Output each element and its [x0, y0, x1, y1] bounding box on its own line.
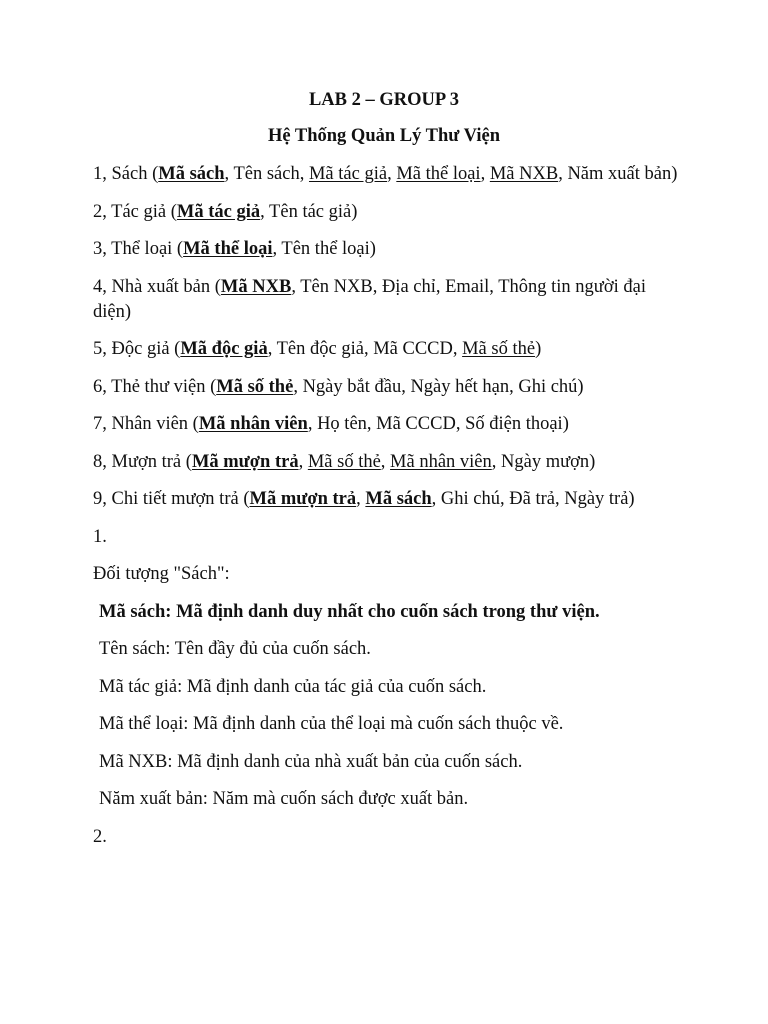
section-1-number: 1.: [93, 526, 107, 547]
field-description: Mã thể loại: Mã định danh của thể loại mà cuốn sách thuộc về.: [99, 714, 564, 734]
entity-name: 6, Thẻ thư viện (: [93, 376, 217, 397]
attribute-text: , Ngày mượn): [491, 451, 596, 472]
attribute-text: ,: [356, 489, 366, 509]
document-body: [93, 162, 683, 862]
entity-line: [93, 487, 683, 512]
attribute-text: ,: [380, 451, 391, 472]
entity-line: [93, 337, 683, 362]
primary-key: Mã độc giả: [180, 339, 268, 359]
entity-name: 8, Mượn trả (: [93, 451, 192, 472]
entity-list: [93, 162, 683, 512]
primary-key: Mã tác giả: [176, 201, 261, 222]
primary-key: Mã sách: [158, 164, 225, 184]
field-description: Năm xuất bản: Năm mà cuốn sách được xuất bản.: [99, 789, 469, 809]
attribute-text: , Họ tên, Mã CCCD, Số điện thoại): [307, 414, 569, 434]
section-2-number: 2.: [93, 826, 107, 847]
field-description: Mã tác giả: Mã định danh của tác giả của cuốn sách.: [99, 676, 487, 697]
primary-key: Mã sách: [365, 489, 432, 509]
attribute-text: ,: [387, 164, 397, 184]
primary-key: Mã thể loại: [183, 239, 273, 259]
section-1-heading: Đối tượng "Sách":: [93, 564, 230, 584]
entity-line: [93, 412, 683, 437]
entity-name: 4, Nhà xuất bản (: [93, 276, 221, 297]
foreign-key: Mã số thẻ: [462, 339, 536, 359]
field-description: Mã sách: Mã định danh duy nhất cho cuốn sách trong thư viện.: [99, 601, 600, 622]
attribute-text: , Tên sách,: [224, 164, 309, 184]
foreign-key: Mã thể loại: [396, 164, 481, 184]
entity-line: [93, 375, 683, 400]
primary-key: Mã mượn trả: [249, 489, 357, 509]
attribute-text: ,: [480, 164, 490, 184]
attribute-text: , Ghi chú, Đã trả, Ngày trả): [431, 489, 635, 509]
primary-key: Mã nhân viên: [198, 414, 308, 434]
primary-key: Mã mượn trả: [191, 451, 299, 472]
foreign-key: Mã số thẻ: [307, 451, 381, 472]
attribute-text: , Năm xuất bản): [558, 164, 678, 184]
foreign-key: Mã nhân viên: [390, 451, 492, 472]
entity-name: 3, Thể loại (: [93, 239, 184, 259]
field-description: Mã NXB: Mã định danh của nhà xuất bản của cuốn sách.: [99, 751, 523, 772]
entity-line: [93, 237, 683, 262]
primary-key: Mã số thẻ: [216, 376, 294, 397]
entity-line: [93, 450, 683, 475]
attribute-text: ): [535, 339, 542, 359]
entity-name: 9, Chi tiết mượn trả (: [93, 489, 250, 509]
attribute-text: ,: [298, 451, 308, 472]
entity-name: 7, Nhân viên (: [93, 414, 199, 434]
attribute-text: , Tên NXB, Địa chỉ, Email, Thông tin người đại diện): [93, 276, 646, 322]
document-title: LAB 2 – GROUP 3: [308, 90, 460, 110]
foreign-key: Mã NXB: [489, 164, 559, 184]
primary-key: Mã NXB: [220, 276, 292, 297]
entity-name: 2, Tác giả (: [93, 201, 177, 222]
document-subtitle: Hệ Thống Quản Lý Thư Viện: [268, 126, 500, 146]
attribute-text: , Tên độc giả, Mã CCCD,: [267, 339, 463, 359]
attribute-text: , Tên tác giả): [260, 201, 358, 222]
attribute-text: , Tên thể loại): [272, 239, 376, 259]
field-list: [93, 600, 683, 813]
foreign-key: Mã tác giả: [308, 164, 388, 184]
entity-line: [93, 275, 683, 325]
entity-line: [93, 200, 683, 225]
entity-name: 5, Độc giả (: [93, 339, 181, 359]
entity-line: [93, 162, 683, 187]
field-description: Tên sách: Tên đầy đủ của cuốn sách.: [99, 639, 371, 659]
attribute-text: , Ngày bắt đầu, Ngày hết hạn, Ghi chú): [293, 376, 584, 397]
entity-name: 1, Sách (: [93, 164, 159, 184]
